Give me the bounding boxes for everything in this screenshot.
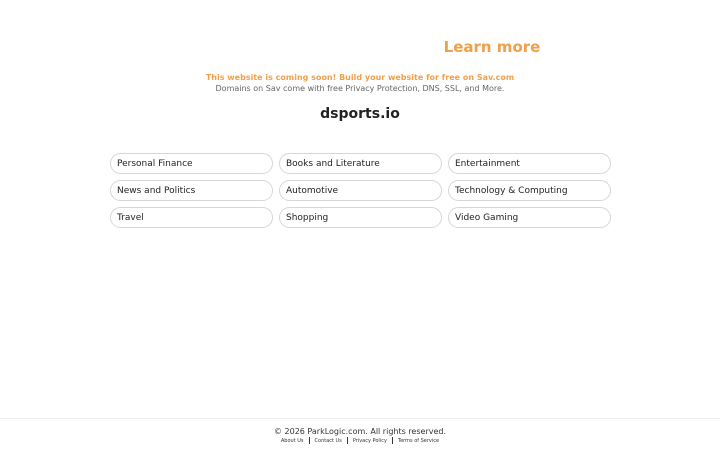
copyright-text: © 2026 ParkLogic.com. All rights reserved. (273, 427, 447, 436)
category-personal-finance[interactable]: Personal Finance (110, 153, 273, 174)
footer-links (0, 437, 720, 444)
category-news-and-politics[interactable]: News and Politics (110, 180, 273, 201)
promo-headline: This website is coming soon! Build your website for free on Sav.com (205, 73, 515, 82)
category-video-gaming[interactable]: Video Gaming (448, 207, 611, 228)
category-travel[interactable]: Travel (110, 207, 273, 228)
category-shopping[interactable]: Shopping (279, 207, 442, 228)
footer (0, 418, 720, 450)
domain-title: dsports.io (320, 106, 400, 122)
promo-subline: Domains on Sav come with free Privacy Protection, DNS, SSL, and More. (215, 84, 505, 93)
category-entertainment[interactable]: Entertainment (448, 153, 611, 174)
learn-more-link[interactable]: Learn more (443, 38, 541, 56)
footer-link-terms-of-service[interactable]: Terms of Service (397, 437, 440, 444)
category-automotive[interactable]: Automotive (279, 180, 442, 201)
footer-link-about-us[interactable]: About Us (280, 437, 304, 444)
footer-link-contact-us[interactable]: Contact Us (314, 437, 342, 444)
category-technology-computing[interactable]: Technology & Computing (448, 180, 611, 201)
category-grid (110, 153, 610, 228)
footer-link-privacy-policy[interactable]: Privacy Policy (352, 437, 387, 444)
category-books-and-literature[interactable]: Books and Literature (279, 153, 442, 174)
